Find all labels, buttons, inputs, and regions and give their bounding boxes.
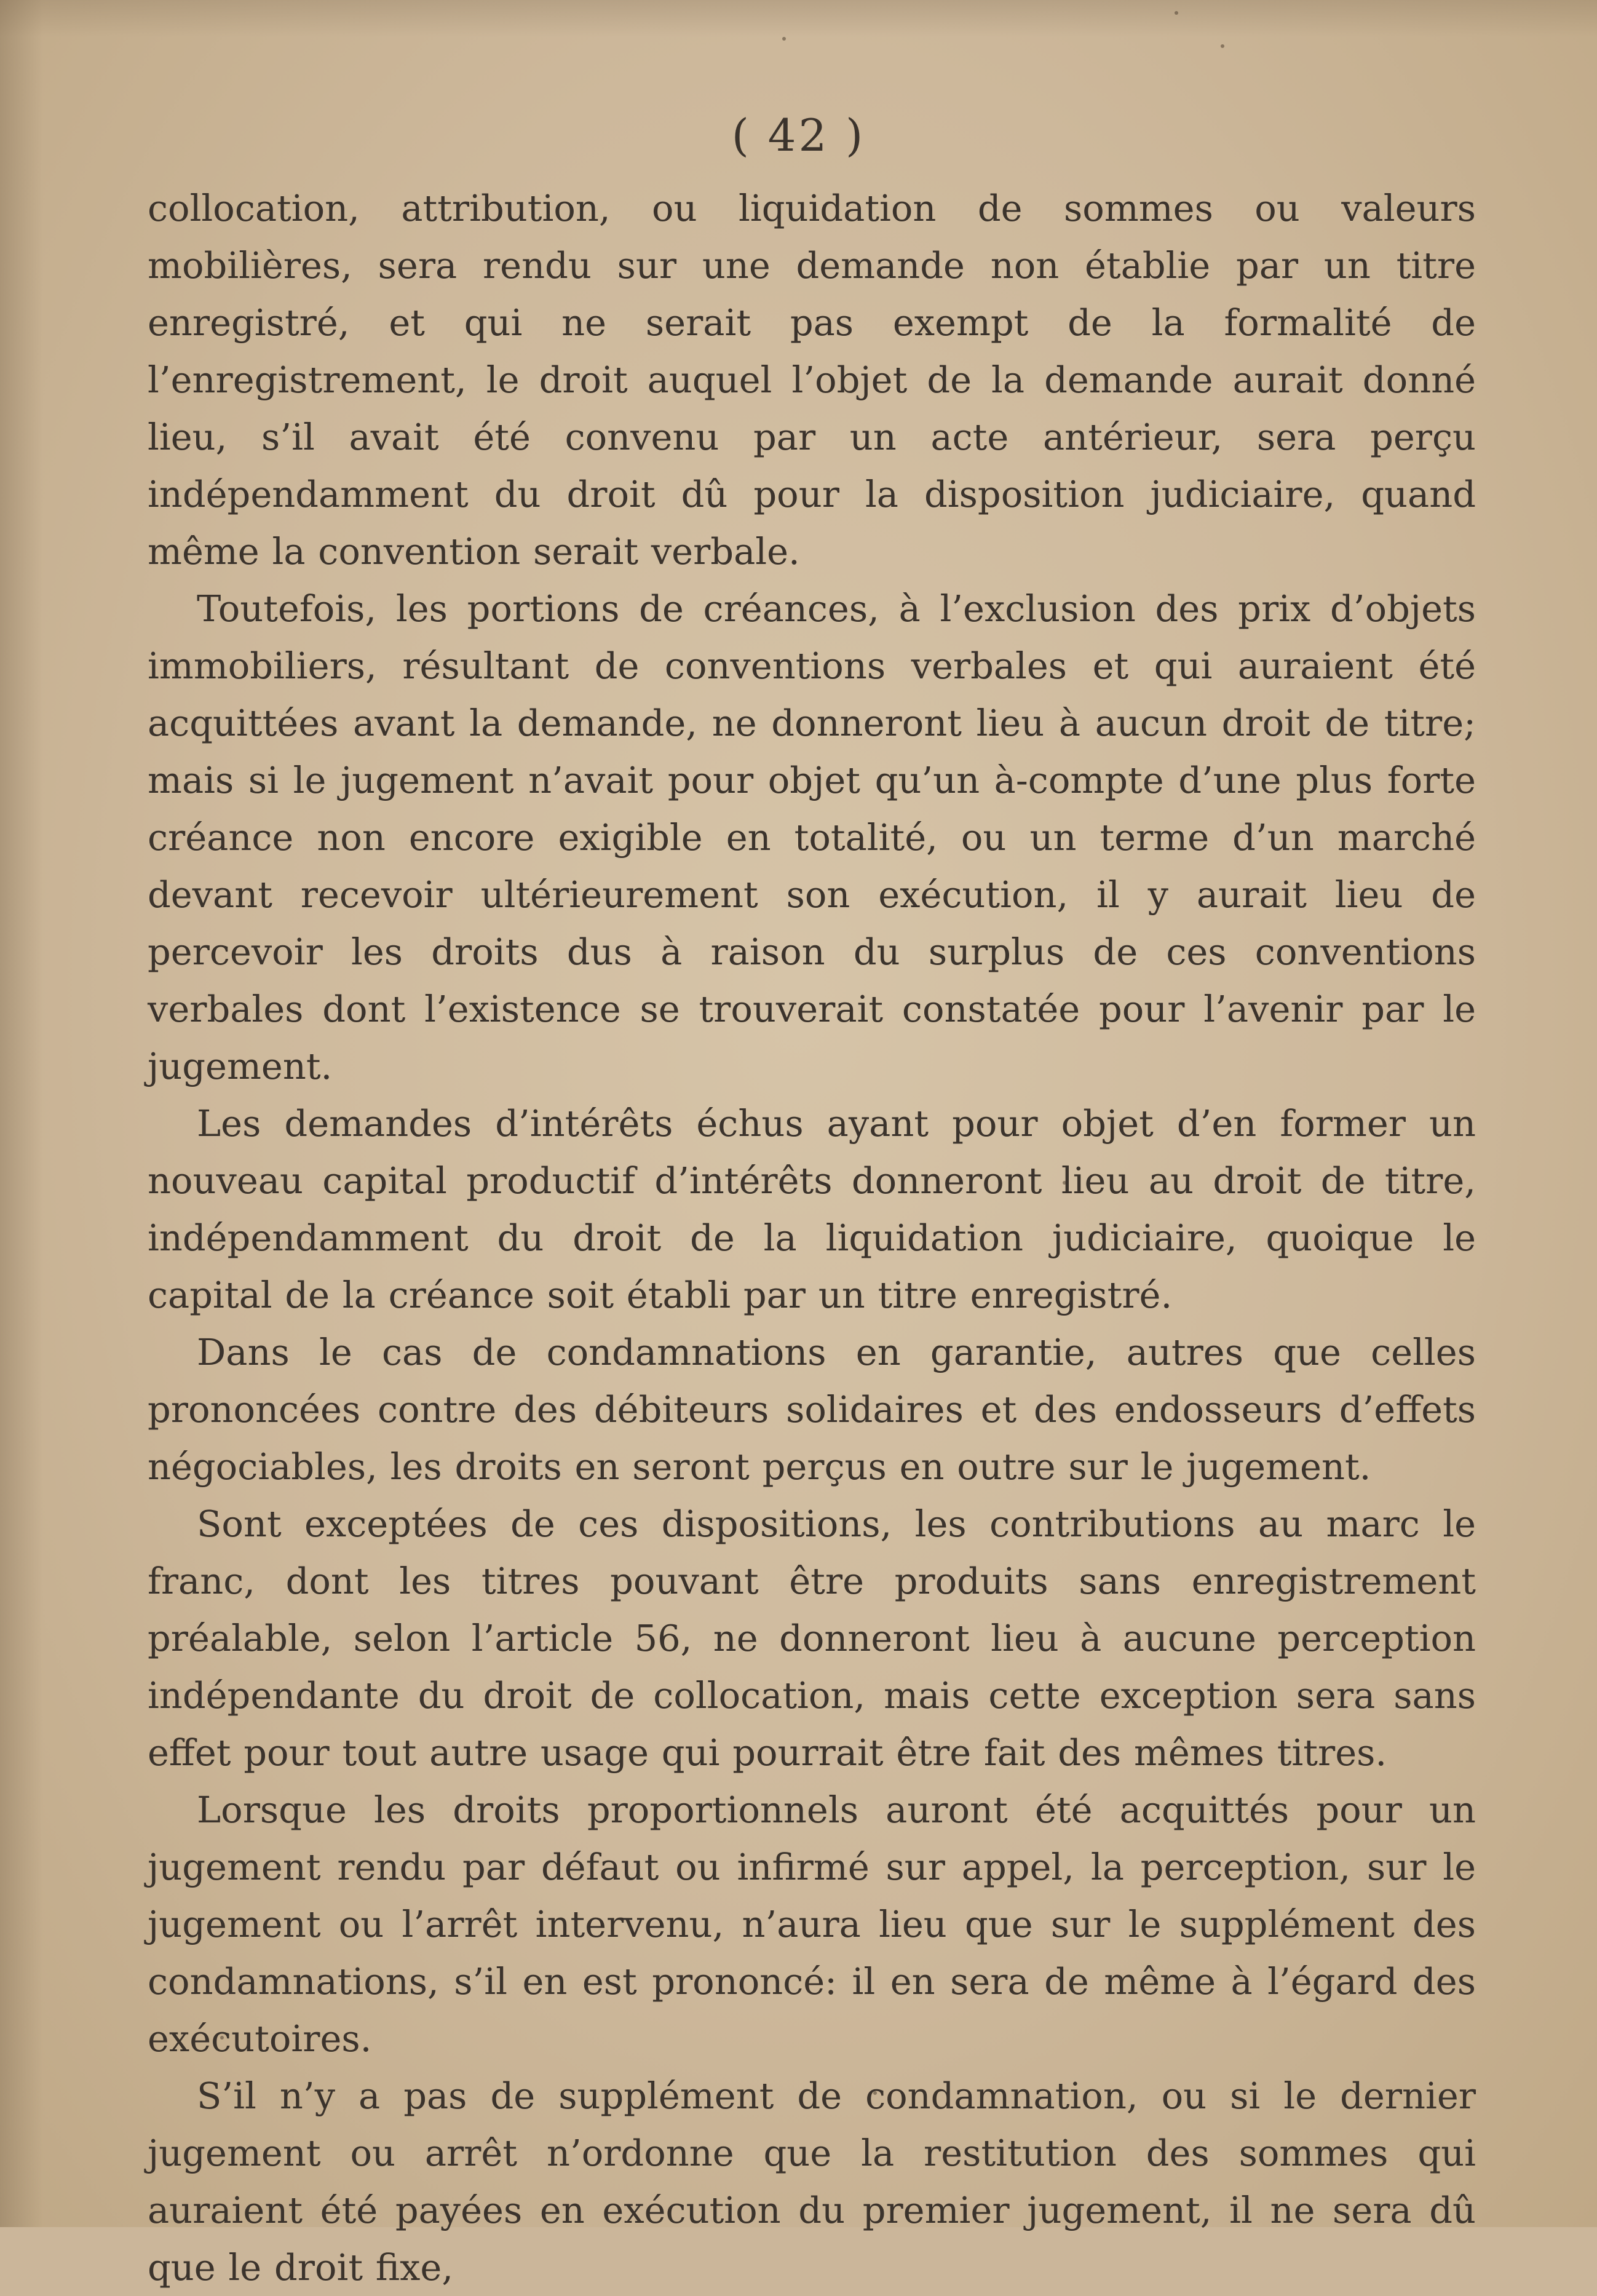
paragraph: Sont exceptées de ces dispositions, les contributions au marc le franc, dont les titres pouvant être produits sans enregistrement préalable, selon l’article 56, ne donneront lieu à aucune perception indépendante du droit de collocation, mais cette exception sera sans effet pour tout autre usage qui pourrait être fait des mêmes titres. xyxy=(148,1503,1476,1774)
paper-speck xyxy=(782,37,786,41)
paper-speck xyxy=(1221,44,1224,48)
body-text xyxy=(148,180,1476,2296)
page-number: ( 42 ) xyxy=(731,109,866,161)
paragraph: S’il n’y a pas de supplément de condamnation, ou si le dernier jugement ou arrêt n’ordonne que la restitution des sommes qui auraient été payées en exécution du premier jugement, il ne sera dû que le droit fixe, xyxy=(148,2075,1476,2289)
page-left-edge-shadow xyxy=(0,0,43,2227)
paragraph: Dans le cas de condamnations en garantie, autres que celles prononcées contre des débiteurs solidaires et des endosseurs d’effets négociables, les droits en seront perçus en outre sur le jugement. xyxy=(148,1331,1476,1488)
paragraph: collocation, attribution, ou liquidation de sommes ou valeurs mobilières, sera rendu sur une demande non établie par un titre enregistré, et qui ne serait pas exempt de la formalité de l’enregistrement, le droit auquel l’objet de la demande aurait donné lieu, s’il avait été convenu par un acte antérieur, sera perçu indépendamment du droit dû pour la disposition judiciaire, quand même la convention serait verbale. xyxy=(148,187,1476,573)
paragraph: Les demandes d’intérêts échus ayant pour objet d’en former un nouveau capital productif d’intérêts donneront lieu au droit de titre, indépendamment du droit de la liquidation judiciaire, quoique le capital de la créance soit établi par un titre enregistré. xyxy=(148,1102,1476,1316)
page-top-edge-shadow xyxy=(0,0,1597,37)
paragraph: Toutefois, les portions de créances, à l’exclusion des prix d’objets immobiliers, résultant de conventions verbales et qui auraient été acquittées avant la demande, ne donneront lieu à aucun droit de titre; mais si le jugement n’avait pour objet qu’un à-compte d’une plus forte créance non encore exigible en totalité, ou un terme d’un marché devant recevoir ultérieurement son exécution, il y aurait lieu de percevoir les droits dus à raison du surplus de ces conventions verbales dont l’existence se trouverait constatée pour l’avenir par le jugement. xyxy=(148,587,1476,1087)
paper-speck xyxy=(1175,11,1178,15)
paragraph: Lorsque les droits proportionnels auront été acquittés pour un jugement rendu par défaut ou infirmé sur appel, la perception, sur le jugement ou l’arrêt intervenu, n’aura lieu que sur le supplément des condamnations, s’il en est prononcé: il en sera de même à l’égard des exécutoires. xyxy=(148,1789,1476,2060)
